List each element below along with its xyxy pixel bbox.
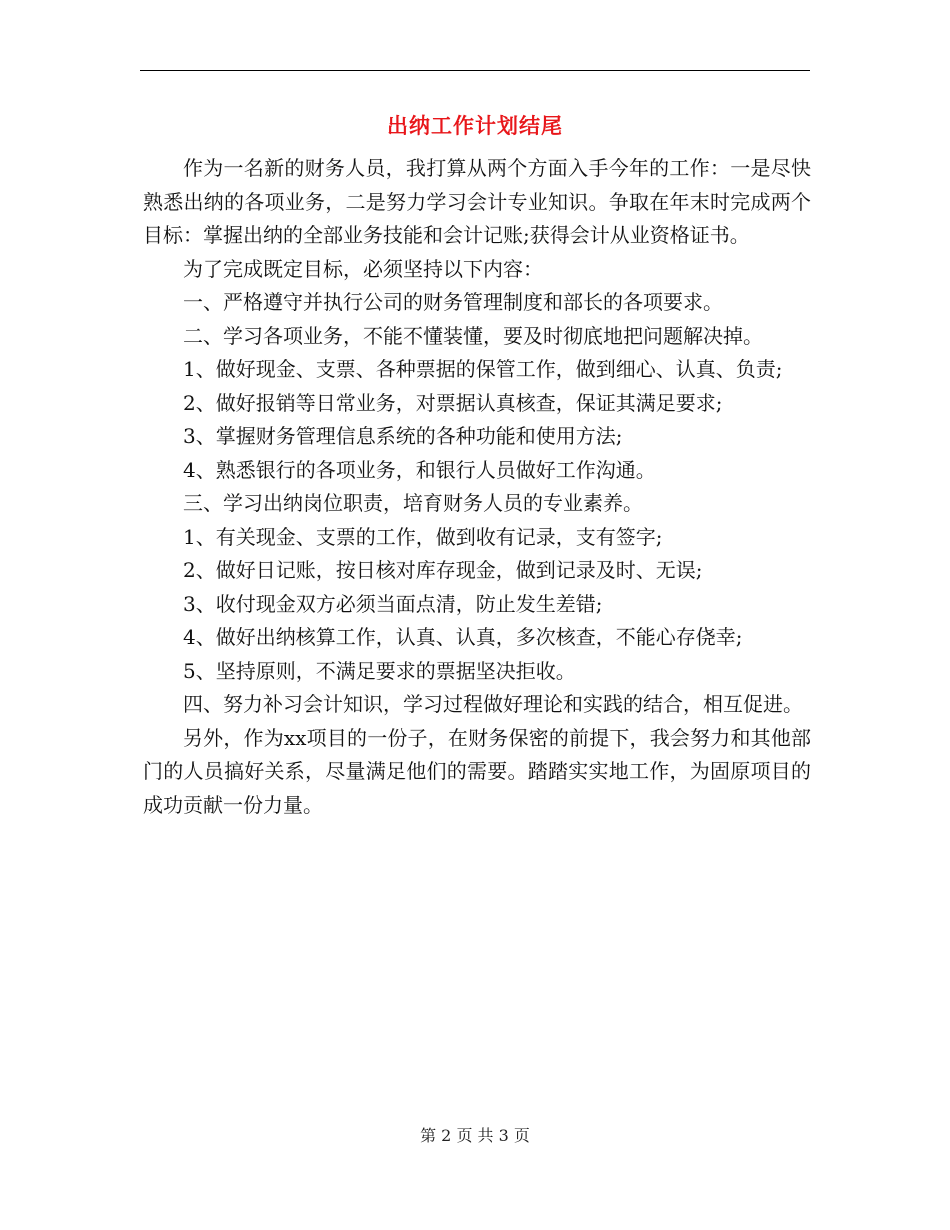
list-item: 2、做好报销等日常业务，对票据认真核查，保证其满足要求; [183,390,723,415]
header-rule [140,70,810,71]
list-item: 2、做好日记账，按日核对库存现金，做到记录及时、无误; [183,558,703,582]
list-item: 1、做好现金、支票、各种票据的保管工作，做到细心、认真、负责; [183,357,783,381]
paragraph-intro: 作为一名新的财务人员，我打算从两个方面入手今年的工作：一是尽快熟悉出纳的各项业务，二是努力学习会计专业知识。争取在年末时完成两个目标：掌握出纳的全部业务技能和会计记账;获得会计从业资格证书。 [143,156,811,247]
paragraph-section-1: 一、严格遵守并执行公司的财务管理制度和部长的各项要求。 [183,290,723,314]
paragraph-section-4: 四、努力补习会计知识，学习过程做好理论和实践的结合，相互促进。 [183,692,803,716]
list-item: 3、掌握财务管理信息系统的各种功能和使用方法; [183,424,623,448]
list-item: 5、坚持原则，不满足要求的票据坚决拒收。 [183,658,576,683]
page-number: 第 2 页 共 3 页 [420,1126,530,1145]
paragraph-lead-in: 为了完成既定目标，必须坚持以下内容： [183,256,543,281]
paragraph-closing: 另外，作为xx项目的一份子，在财务保密的前提下，我会努力和其他部门的人员搞好关系，尽量满足他们的需要。踏踏实实地工作，为固原项目的成功贡献一份力量。 [143,725,811,817]
list-item: 1、有关现金、支票的工作，做到收有记录，支有签字; [183,524,663,549]
list-item: 4、做好出纳核算工作，认真、认真，多次核查，不能心存侥幸; [183,625,743,649]
paragraph-section-3: 三、学习出纳岗位职责，培育财务人员的专业素养。 [183,491,643,515]
list-item: 3、收付现金双方必须当面点清，防止发生差错; [183,591,603,616]
document-title: 出纳工作计划结尾 [387,114,563,138]
list-item: 4、熟悉银行的各项业务，和银行人员做好工作沟通。 [183,457,656,482]
paragraph-section-2: 二、学习各项业务，不能不懂装懂，要及时彻底地把问题解决掉。 [183,323,763,348]
document-body [143,152,811,822]
